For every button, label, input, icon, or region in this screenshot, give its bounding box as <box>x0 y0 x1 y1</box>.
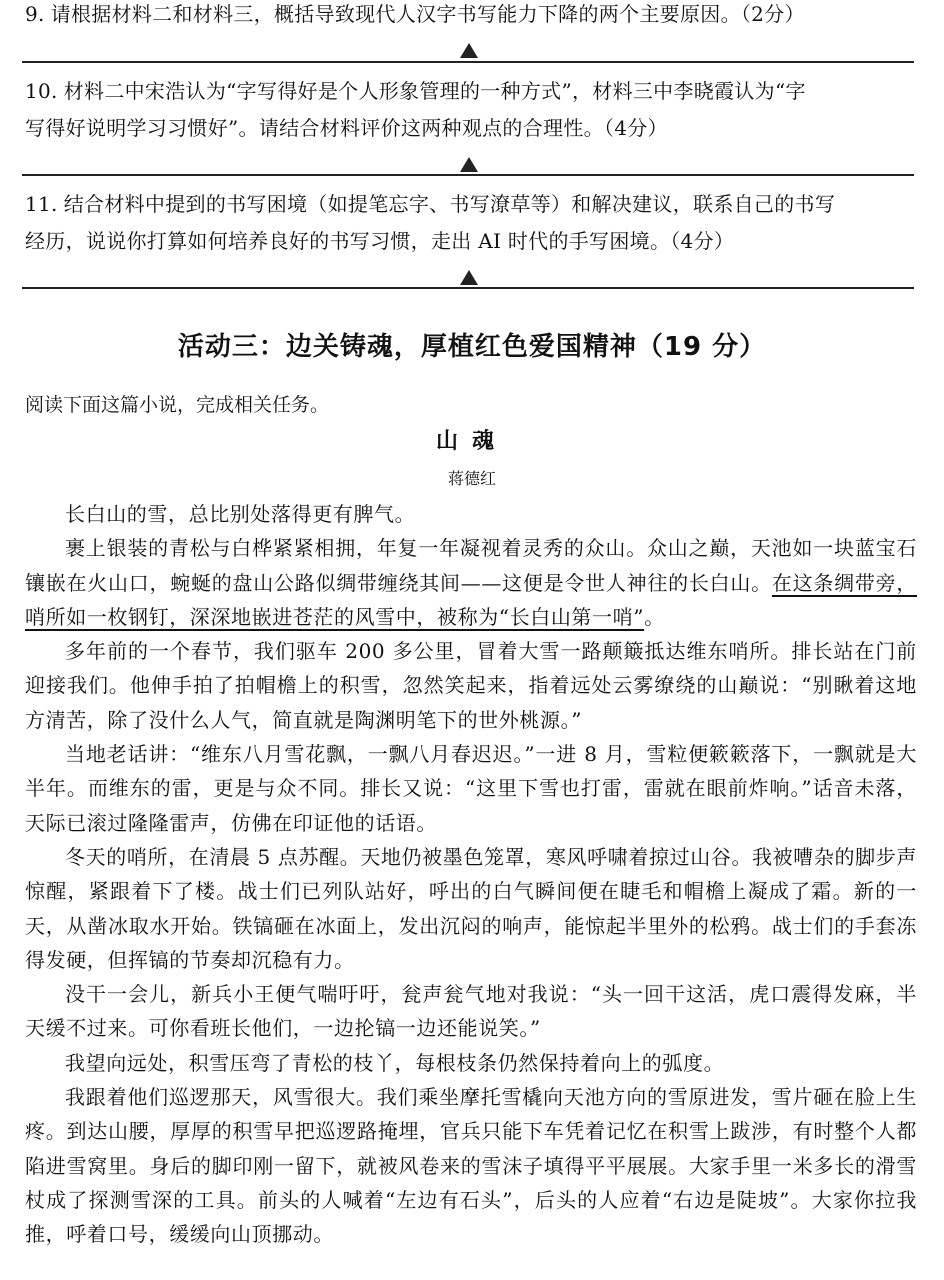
answer-triangle-icon <box>460 157 478 172</box>
story-paragraph: 没干一会儿，新兵小王便气喘吁吁，瓮声瓮气地对我说：“头一回干这活，虎口震得发麻，半天缓不过来。可你看班长他们，一边抡镐一边还能说笑。” <box>25 982 917 1041</box>
story-author: 蒋德红 <box>447 469 496 488</box>
paragraph-text: 。 <box>644 604 665 629</box>
question-text-line-1: 材料二中宋浩认为“字写得好是个人形象管理的一种方式”，材料三中李晓霞认为“字 <box>63 79 806 103</box>
answer-triangle-icon <box>460 43 478 58</box>
story-paragraph: 我跟着他们巡逻那天，风雪很大。我们乘坐摩托雪橇向天池方向的雪原进发，雪片砸在脸上生疼。到达山腰，厚厚的积雪早把巡逻路掩埋，官兵只能下车凭着记忆在积雪上跋涉，有时整个人都陷进雪窝里。身后的脚印刚一留下，就被风卷来的雪沫子填得平平展展。大家手里一米多长的滑雪杖成了探测雪深的工具。前头的人喊着“左边有石头”，后头的人应着“右边是陡坡”。大家你拉我推，呼着口号，缓缓向山顶挪动。 <box>25 1085 917 1247</box>
story-paragraph: 冬天的哨所，在清晨 5 点苏醒。天地仍被墨色笼罩，寒风呼啸着掠过山谷。我被嘈杂的脚步声惊醒，紧跟着下了楼。战士们已列队站好，呼出的白气瞬间便在睫毛和帽檐上凝成了霜。新的一天，从凿冰取水开始。铁镐砸在冰面上，发出沉闷的响声，能惊起半里外的松鸦。战士们的手套冻得发硬，但挥镐的节奏却沉稳有力。 <box>25 844 917 972</box>
question-number: 10. <box>25 79 58 103</box>
question-10 <box>25 73 915 147</box>
question-text-line-2: 写得好说明学习习惯好”。请结合材料评价这两种观点的合理性。（4分） <box>25 116 668 140</box>
question-number: 11. <box>25 192 58 216</box>
question-text: 请根据材料二和材料三，概括导致现代人汉字书写能力下降的两个主要原因。（2分） <box>50 2 805 26</box>
question-text-line-1: 结合材料中提到的书写困境（如提笔忘字、书写潦草等）和解决建议，联系自己的书写 <box>63 192 836 216</box>
answer-line <box>22 61 914 63</box>
answer-line <box>22 174 914 176</box>
story-body <box>25 497 917 1252</box>
section-title: 活动三：边关铸魂，厚植红色爱国精神（19 分） <box>177 332 767 362</box>
story-title: 山魂 <box>435 429 508 454</box>
story-paragraph: 长白山的雪，总比别处落得更有脾气。 <box>65 502 416 526</box>
question-11 <box>25 186 915 260</box>
story-paragraph: 多年前的一个春节，我们驱车 200 多公里，冒着大雪一路颠簸抵达维东哨所。排长站在门前迎接我们。他伸手拍了拍帽檐上的积雪，忽然笑起来，指着远处云雾缭绕的山巅说：“别瞅着这地方清苦，除了没什么人气，简直就是陶渊明笔下的世外桃源。” <box>25 639 917 732</box>
story-paragraph: 我望向远处，积雪压弯了青松的枝丫，每根枝条仍然保持着向上的弧度。 <box>65 1050 725 1075</box>
answer-triangle-icon <box>460 270 478 285</box>
question-9 <box>25 0 915 33</box>
underlined-sentence: 在这条绸带旁，哨所如一枚钢钉，深深地嵌进苍茫的风雪中，被称为“长白山第一哨” <box>25 570 917 629</box>
story-paragraph: 当地老话讲：“维东八月雪花飘，一飘八月春迟迟。”一进 8 月，雪粒便簌簌落下，一飘就是大半年。而维东的雷，更是与众不同。排长又说：“这里下雪也打雷，雷就在眼前炸响。”话音未落，天际已滚过隆隆雷声，仿佛在印证他的话语。 <box>25 742 917 835</box>
answer-line <box>22 287 914 289</box>
story-paragraph <box>25 531 917 634</box>
question-number: 9. <box>25 2 45 26</box>
paragraph-text: 裹上银装的青松与白桦紧紧相拥，年复一年凝视着灵秀的众山。众山之巅，天池如一块蓝宝石镶嵌在火山口，蜿蜒的盘山公路似绸带缠绕其间——这便是令世人神往的长白山。 <box>25 536 917 595</box>
reading-instruction: 阅读下面这篇小说，完成相关任务。 <box>25 394 330 416</box>
question-text-line-2: 经历，说说你打算如何培养良好的书写习惯，走出 AI 时代的手写困境。（4分） <box>25 229 735 253</box>
